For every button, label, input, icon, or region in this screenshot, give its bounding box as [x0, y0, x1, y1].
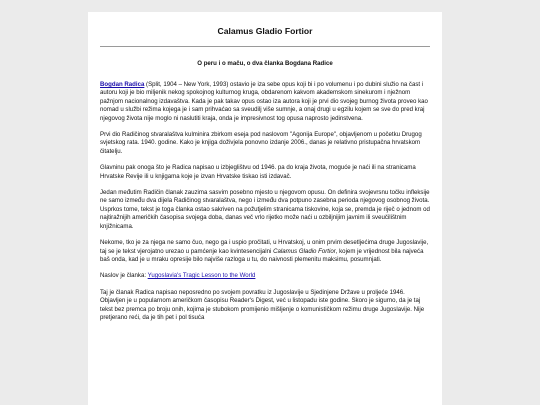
article-subtitle: O peru i o maču, o dva članka Bogdana Radice: [197, 60, 333, 67]
paragraph-7: Taj je članak Radica napisao neposredno po svojem povratku iz Jugoslavije u Sjedinjene Države u proljeće 1946. Objavljen je u popularnom američkom časopisu Reader's Digest, već u listopadu iste godine. Skoro je sigurno, da je taj tekst bez premca po broju onih, kojima je stubokom promijenio mišljenje o komunističkom režimu druge Jugoslavije. Nije pretjerano reći, da je tih pet i pol tisuća: [100, 288, 425, 321]
paragraph-2: Prvi dio Radičinog stvaralaštva kulminira zbirkom eseja pod naslovom "Agonija Europe", objavljenom u početku Drugog svjetskog rata. 1940. godine. Kako je knjiga doživjela ponovno izdanje 2006., danas je relativno pristupačna hrvatskom čitatelju.: [100, 131, 422, 155]
paragraph-5-text-b: , kojem je vrijednost bila najveća baš onda, kad je u mraku opresije bilo najviše razloga u tu, do naivnosti plemenitu maksimu, posumnjati.: [100, 247, 424, 263]
paragraph-1-text: (Split, 1904 – New York, 1993) ostavio je iza sebe opus koji bi i po volumenu i po dubini služio na čast i autoru koji je bio miljenik nekog spokojnog kulturnog kruga, obdarenom kakvom akademskom sinekurom i nježnom pažnjom nacionalnog izdavaštva. Kada je pak takav opus ostao iza autora koji je prvi dio svojeg burnog života proveo kao nomad u službi režima kojega je i sam prihvaćao sa sveudilj više sumnje, a onaj drugi u egzilu kojem se sve do pred kraj njegovog života nije moglo ni naslutiti kraja, onda je impresivnost tog opusa naprosto jedinstvena.: [100, 81, 428, 122]
paragraph-3: Glavninu pak onoga što je Radica napisao u izbjeglištvu od 1946. pa do kraja života, moguće je naći ili na stranicama Hrvatske Revije ili u knjigama koje je izvan Hrvatske tiskao isti izdavač.: [100, 164, 416, 180]
paragraph-1: [100, 81, 430, 123]
paragraph-6: [100, 272, 430, 280]
article-title-link[interactable]: Yugoslavia's Tragic Lesson to the World: [147, 272, 256, 280]
paragraph-5: [100, 239, 430, 264]
author-link[interactable]: Bogdan Radica: [100, 81, 145, 88]
article-title-label: Naslov je članka:: [100, 272, 148, 280]
paragraph-5-text-a: Nekome, tko je za njega ne samo čuo, nego ga i uspio pročitati, u Hrvatskoj, u onim prvim desetljećima druge Jugoslavije, taj se je tekst vjerojatno urezao u pamćenje kao kvintesencijalni: [100, 239, 429, 255]
paragraph-4: Jedan međutim Radičin članak zauzima sasvim posebno mjesto u njegovom opusu. On definira svojevrsnu točku infleksije ne samo između dva dijela Radičinog stvaralaštva, nego i između dva potpuno zasebna perioda njegovog osobnog života. Usprkos tome, tekst je toga članka ostao sakriven na požutjelim stranicama tiskovine, koja se, premda je riječ o jednom od najtiražnijih američkih časopisa svojega doba, danas več vrlo rijetko može naći u ozbiljnijim javnim ili sveučilištnim knjižnicama.: [100, 189, 430, 230]
page-title: Calamus Gladio Fortior: [217, 26, 313, 36]
motto-emphasis: Calamus Gladio Fortior: [273, 247, 336, 255]
article-page: [88, 12, 442, 405]
title-divider: [100, 46, 430, 47]
